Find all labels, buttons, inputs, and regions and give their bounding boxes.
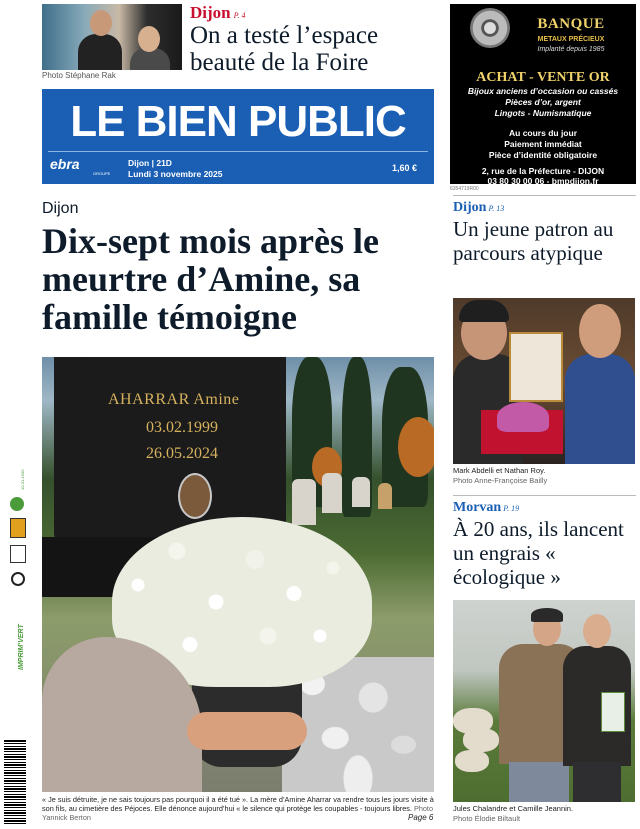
hand (187, 712, 307, 750)
teaser-headline[interactable]: On a testé l’espace beauté de la Foire (190, 22, 379, 76)
side2-caption-text: Jules Chalandre et Camille Jeannin. (453, 804, 574, 813)
issue-date: Lundi 3 novembre 2025 (128, 169, 223, 179)
barcode (4, 740, 26, 824)
main-page-ref[interactable]: Page 6 (408, 813, 434, 822)
coin-logo-icon (470, 8, 510, 48)
side2-kicker-label: Morvan (453, 500, 502, 515)
newspaper-title: LE BIEN PUBLIC (70, 97, 406, 146)
ebra-logo-icon: ebra (50, 156, 80, 172)
issue-price: 1,60 € (392, 163, 418, 173)
ad-condition-line: Paiement immédiat (504, 139, 582, 149)
tomb-name: AHARRAR Amine (108, 391, 240, 408)
masthead[interactable] (42, 89, 434, 184)
column-divider (453, 495, 636, 496)
ad-service-line: Lingots - Numismatique (494, 108, 592, 118)
imprim-vert-label: IMPRIM’VERT (18, 624, 25, 670)
teaser-photo[interactable] (42, 4, 182, 70)
ad-phone-web: 03 80 30 00 06 - bmpdijon.fr (487, 176, 599, 186)
main-photo-credit: Photo Yannick Berton (42, 804, 434, 822)
ad-brand: BANQUE (537, 16, 605, 32)
eco-code: 10-31-1600 (20, 469, 25, 490)
teaser-kicker (190, 3, 245, 23)
ad-conditions (450, 128, 636, 161)
side2-photo-credit: Photo Élodie Biltault (453, 814, 521, 823)
side2-photo[interactable] (453, 600, 635, 802)
side2-caption (453, 804, 635, 824)
edition-label: Dijon | 21D (128, 158, 172, 168)
side2-headline[interactable]: À 20 ans, ils lancent un engrais « écologique » (453, 517, 624, 589)
side1-caption (453, 466, 635, 486)
ad-contact (450, 166, 636, 186)
column-divider (453, 195, 636, 196)
main-headline[interactable]: Dix-sept mois après le meurtre d’Amine, sa famille témoigne (42, 221, 379, 337)
teaser-kicker-label: Dijon (190, 3, 231, 22)
side1-caption-text: Mark Abdelli et Nathan Roy. (453, 466, 546, 475)
ad-brand-sub: METAUX PRÉCIEUX (537, 36, 605, 43)
ad-since: Implanté depuis 1985 (537, 46, 605, 53)
recycle-icon (11, 572, 25, 586)
main-kicker: Dijon (42, 200, 79, 217)
reuse-info-icon (10, 545, 26, 563)
ad-reference: 6354719R00 (450, 186, 479, 192)
side1-headline[interactable]: Un jeune patron au parcours atypique (453, 217, 614, 265)
advertisement[interactable] (450, 4, 636, 184)
sorting-info-icon (10, 518, 26, 538)
tomb-death-date: 26.05.2024 (146, 445, 218, 462)
side1-page-ref: P. 13 (488, 204, 505, 213)
tomb-portrait (178, 473, 212, 519)
ad-service-line: Bijoux anciens d’occasion ou cassés (467, 86, 619, 96)
ad-condition-line: Au cours du jour (509, 128, 577, 138)
ad-address: 2, rue de la Préfecture - DIJON (481, 166, 605, 176)
side1-photo-credit: Photo Anne-Françoise Bailly (453, 476, 548, 485)
ebra-logo-sub: GROUPE (93, 171, 111, 176)
side2-page-ref: P. 19 (503, 504, 520, 513)
main-photo[interactable] (42, 357, 434, 792)
side2-kicker (453, 500, 519, 516)
tomb-birth-date: 03.02.1999 (146, 419, 218, 436)
ad-headline: ACHAT - VENTE OR (476, 70, 610, 85)
eco-leaf-icon (10, 497, 24, 511)
side1-kicker (453, 200, 504, 216)
side1-kicker-label: Dijon (453, 200, 487, 215)
teaser-photo-credit: Photo Stéphane Rak (42, 71, 116, 80)
masthead-divider (48, 151, 428, 152)
ad-service-line: Pièces d’or, argent (505, 97, 581, 107)
main-caption-text: « Je suis détruite, je ne sais toujours pas pourquoi il a été tué ». La mère d’Amine Aharrar va rendre tous les jours visite à son fils, au cimetière des Péjoces. Elle dénonce aujourd’hui « le silence qui protège les coupables - toujours libres. (42, 795, 434, 813)
main-photo-caption (42, 795, 434, 822)
ad-services (450, 86, 636, 119)
teaser-page-ref: P. 4 (233, 11, 246, 20)
ad-condition-line: Pièce d’identité obligatoire (488, 150, 598, 160)
side1-photo[interactable] (453, 298, 635, 464)
